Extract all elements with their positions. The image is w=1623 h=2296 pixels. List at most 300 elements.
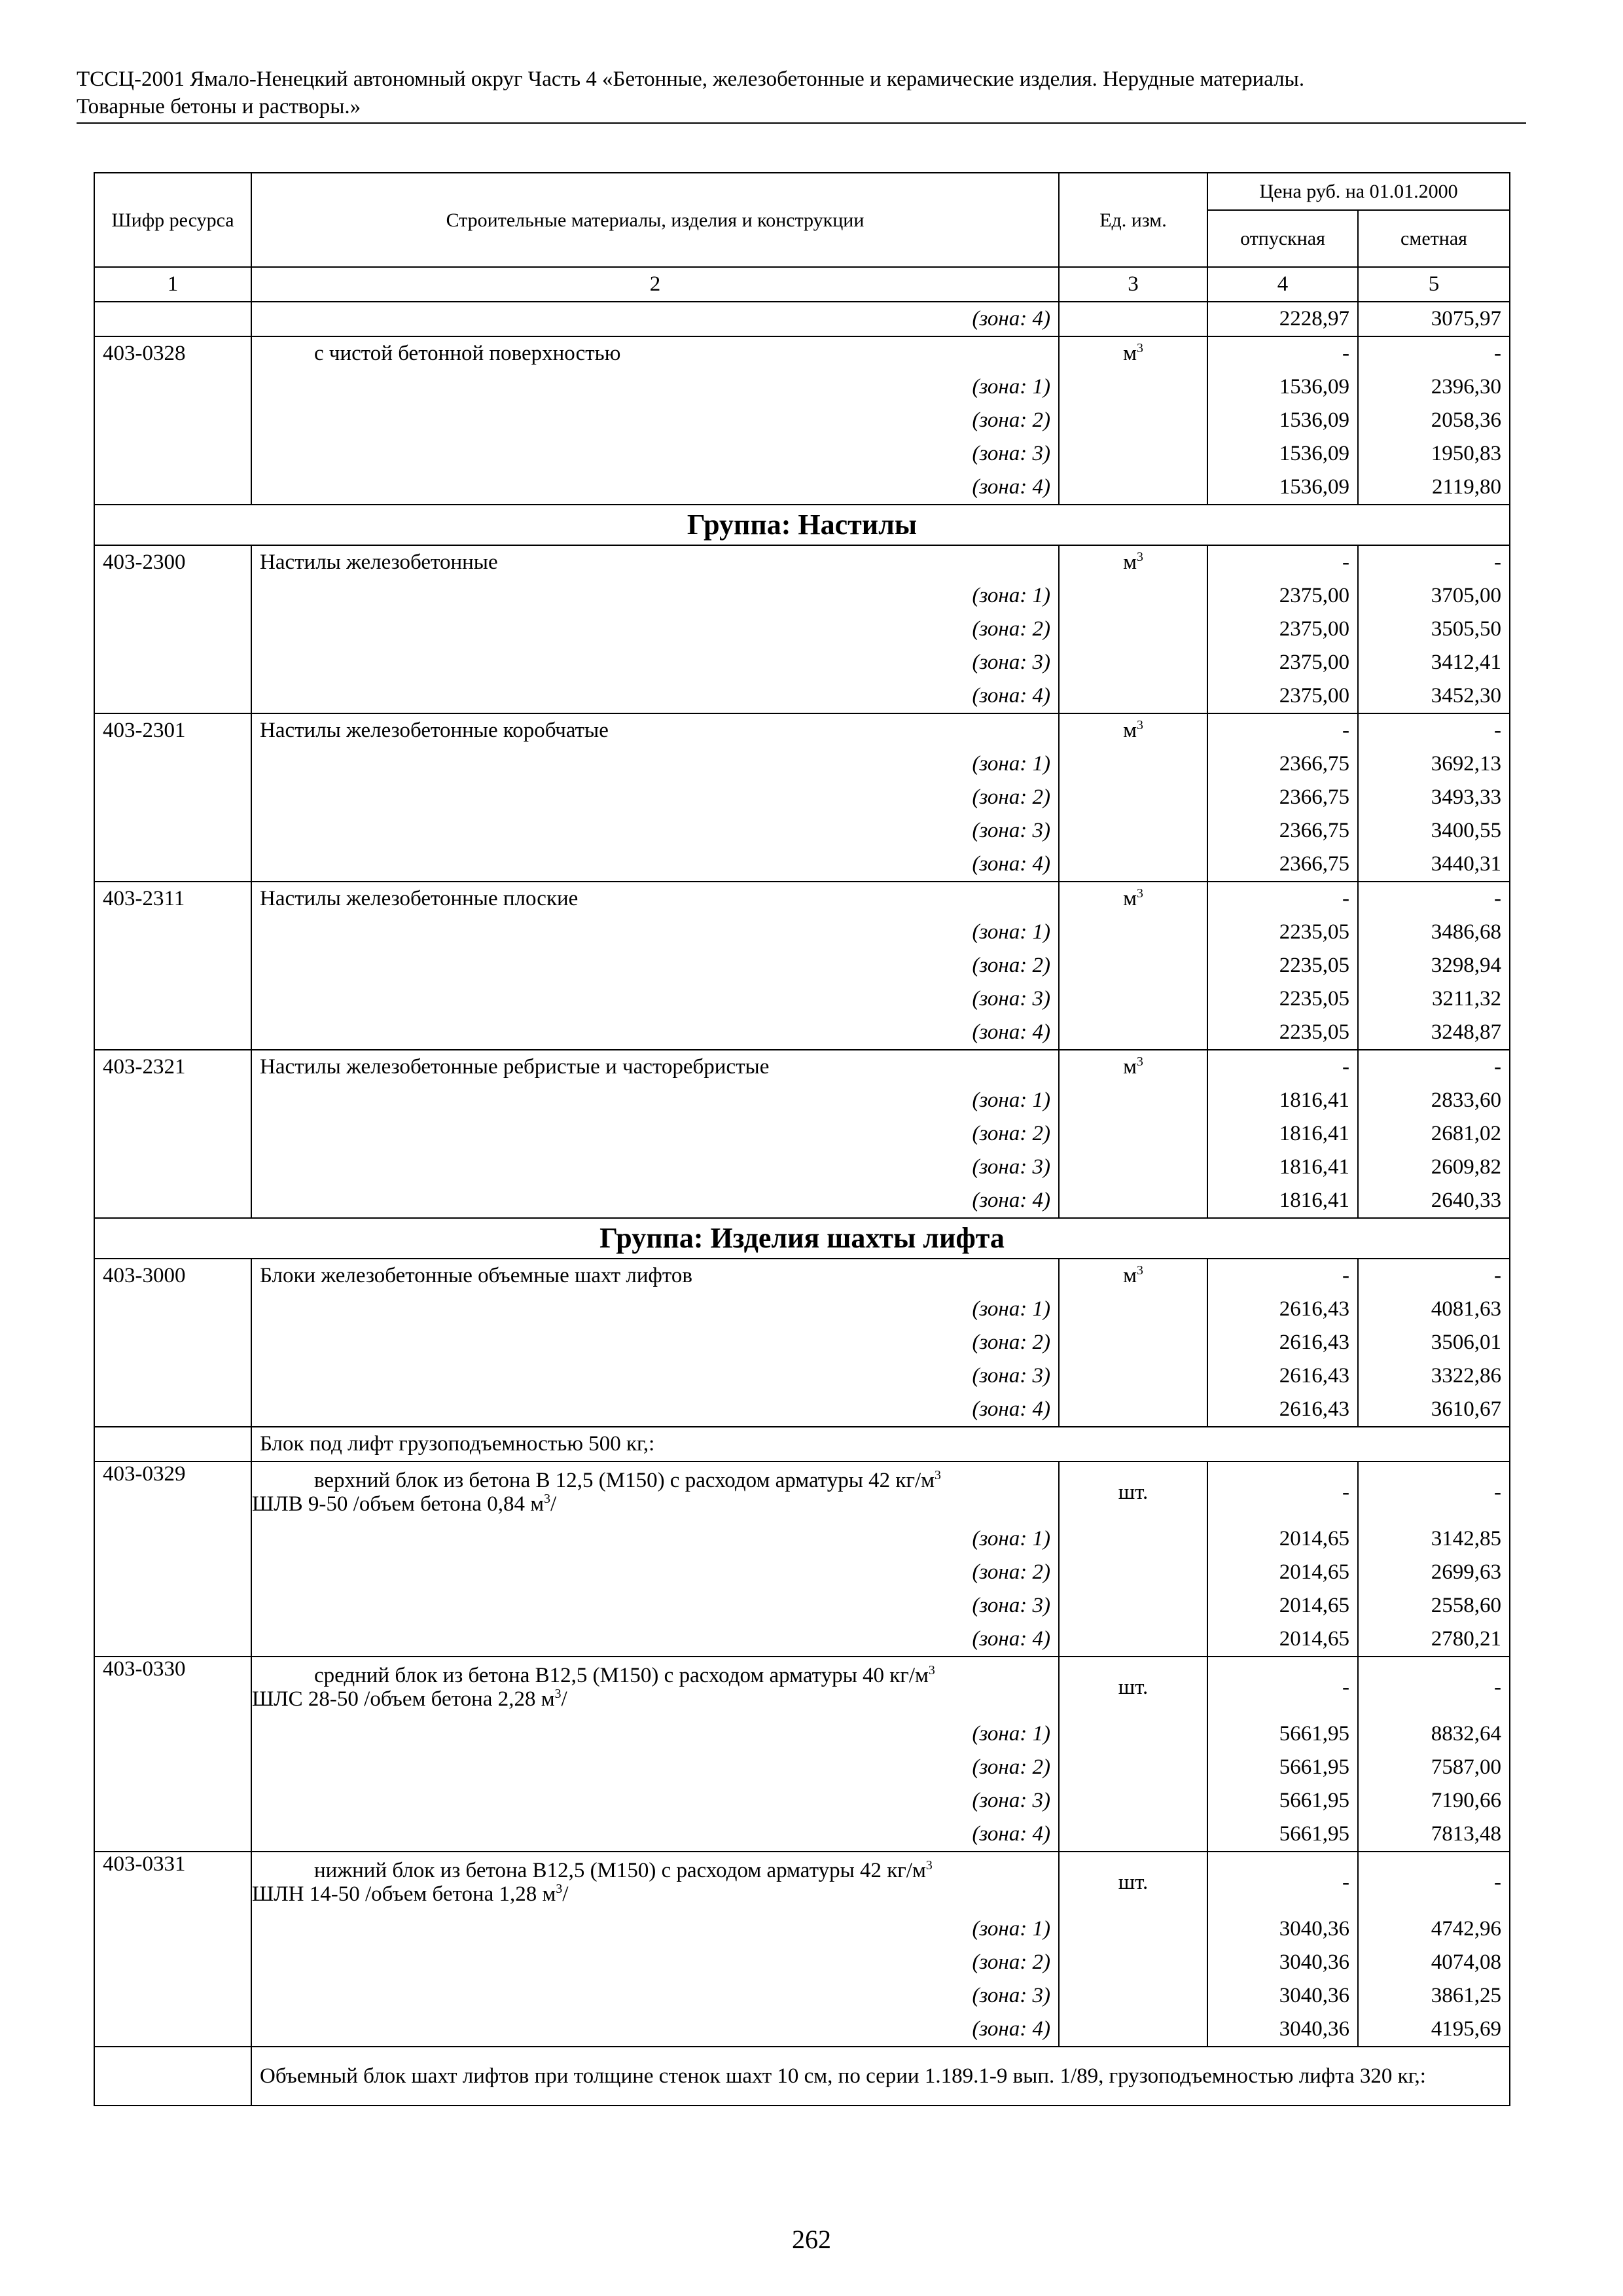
zone-label: (зона: 4) [251, 2013, 1059, 2047]
unit-label: шт. [1118, 1675, 1149, 1699]
code-cell [94, 679, 251, 713]
zone-label: (зона: 3) [251, 1979, 1059, 2013]
release-price: 2616,43 [1207, 1326, 1358, 1359]
item-name-line-1: нижний блок из бетона В12,5 (М150) с расходом арматуры 42 кг/м [314, 1858, 926, 1882]
item-row [94, 545, 1510, 579]
unit-cell [1059, 916, 1207, 949]
resource-code: 403-2300 [94, 545, 251, 579]
group-heading-row [94, 1218, 1510, 1259]
zone-row [94, 2013, 1510, 2047]
unit-cell [1059, 848, 1207, 882]
unit-cell [1059, 1522, 1207, 1556]
release-price: 2366,75 [1207, 814, 1358, 848]
unit-cell [1059, 814, 1207, 848]
release-price: 2366,75 [1207, 747, 1358, 781]
zone-label: (зона: 2) [251, 781, 1059, 814]
header-unit: Ед. изм. [1059, 173, 1207, 267]
estimate-price: - [1358, 1462, 1510, 1522]
unit-cell [1059, 336, 1207, 370]
code-cell [94, 1326, 251, 1359]
release-price: - [1207, 882, 1358, 916]
superscript: 3 [544, 1492, 550, 1506]
zone-row [94, 404, 1510, 437]
estimate-price: 3452,30 [1358, 679, 1510, 713]
item-name-line-2: ШЛН 14-50 /объем бетона 1,28 м [252, 1882, 556, 1906]
resource-code: 403-3000 [94, 1259, 251, 1293]
header-line-1: ТССЦ-2001 Ямало-Ненецкий автономный округ Часть 4 «Бетонные, железобетонные и керамические изделия. Нерудные материалы. [77, 67, 1305, 91]
zone-label: (зона: 2) [251, 1556, 1059, 1589]
unit-cell [1059, 1912, 1207, 1946]
header-row [94, 173, 1510, 210]
code-cell [94, 781, 251, 814]
release-price: 2616,43 [1207, 1359, 1358, 1393]
code-cell [94, 916, 251, 949]
zone-row [94, 1946, 1510, 1979]
zone-row [94, 1818, 1510, 1852]
unit-label: м [1123, 719, 1137, 743]
estimate-price: 2833,60 [1358, 1084, 1510, 1117]
estimate-price: 3322,86 [1358, 1359, 1510, 1393]
price-table [94, 172, 1510, 2106]
unit-cell [1059, 404, 1207, 437]
header-price: Цена руб. на 01.01.2000 [1207, 173, 1510, 210]
zone-label: (зона: 4) [251, 1184, 1059, 1218]
superscript: 3 [554, 1687, 562, 1701]
estimate-price: 2558,60 [1358, 1589, 1510, 1623]
estimate-price: 7587,00 [1358, 1751, 1510, 1784]
note-text: Объемный блок шахт лифтов при толщине стенок шахт 10 см, по серии 1.189.1-9 вып. 1/89, грузоподъемностью лифта 320 кг,: [251, 2047, 1510, 2106]
estimate-price: 3075,97 [1358, 302, 1510, 336]
code-cell [94, 471, 251, 505]
item-name: Настилы железобетонные коробчатые [251, 713, 1059, 747]
document-header [77, 65, 1526, 120]
code-cell [94, 1784, 251, 1818]
estimate-price: 3440,31 [1358, 848, 1510, 882]
code-cell [94, 2013, 251, 2047]
column-number: 3 [1059, 267, 1207, 302]
estimate-price: 2396,30 [1358, 370, 1510, 404]
release-price: 2375,00 [1207, 613, 1358, 646]
unit-label: м [1123, 342, 1137, 366]
code-cell [94, 2047, 251, 2106]
zone-label: (зона: 2) [251, 949, 1059, 982]
item-name [251, 1462, 1059, 1522]
unit-cell [1059, 747, 1207, 781]
zone-label: (зона: 2) [251, 1946, 1059, 1979]
release-price: - [1207, 713, 1358, 747]
unit-label: м [1123, 1055, 1137, 1079]
code-cell [94, 982, 251, 1016]
header-code: Шифр ресурса [94, 173, 251, 267]
release-price: - [1207, 1050, 1358, 1084]
superscript: 3 [1137, 550, 1143, 565]
estimate-price: 3610,67 [1358, 1393, 1510, 1427]
unit-cell [1059, 1293, 1207, 1326]
zone-row [94, 1393, 1510, 1427]
code-cell [94, 1359, 251, 1393]
item-name [251, 1852, 1059, 1912]
zone-row [94, 747, 1510, 781]
estimate-price: 3861,25 [1358, 1979, 1510, 2013]
zone-label: (зона: 2) [251, 1326, 1059, 1359]
zone-row [94, 1784, 1510, 1818]
release-price: 2235,05 [1207, 982, 1358, 1016]
note-row [94, 1427, 1510, 1462]
release-price: 2366,75 [1207, 781, 1358, 814]
unit-cell [1059, 579, 1207, 613]
superscript: 3 [1137, 1054, 1143, 1069]
superscript: 3 [925, 1857, 933, 1873]
zone-label: (зона: 3) [251, 1589, 1059, 1623]
release-price: 2014,65 [1207, 1522, 1358, 1556]
zone-label: (зона: 3) [251, 1151, 1059, 1184]
unit-cell [1059, 370, 1207, 404]
unit-label: шт. [1118, 1870, 1149, 1894]
carry-over-row [94, 302, 1510, 336]
estimate-price: 3412,41 [1358, 646, 1510, 679]
estimate-price: - [1358, 882, 1510, 916]
estimate-price: - [1358, 545, 1510, 579]
group-title: Группа: Изделия шахты лифта [94, 1218, 1510, 1259]
code-cell [94, 1393, 251, 1427]
zone-row [94, 916, 1510, 949]
resource-code: 403-2301 [94, 713, 251, 747]
unit-cell [1059, 1946, 1207, 1979]
estimate-price: 3298,94 [1358, 949, 1510, 982]
estimate-price: 2640,33 [1358, 1184, 1510, 1218]
release-price: 1816,41 [1207, 1117, 1358, 1151]
zone-row [94, 1589, 1510, 1623]
item-row [94, 1050, 1510, 1084]
estimate-price: 3506,01 [1358, 1326, 1510, 1359]
unit-cell [1059, 1979, 1207, 2013]
release-price: 2616,43 [1207, 1293, 1358, 1326]
unit-cell [1059, 1818, 1207, 1852]
header-estimate: сметная [1358, 210, 1510, 267]
estimate-price: - [1358, 1852, 1510, 1912]
zone-row [94, 1717, 1510, 1751]
unit-cell [1059, 1084, 1207, 1117]
estimate-price: 3705,00 [1358, 579, 1510, 613]
zone-row [94, 1084, 1510, 1117]
estimate-price: 3400,55 [1358, 814, 1510, 848]
superscript: 3 [935, 1467, 941, 1482]
code-cell [94, 1293, 251, 1326]
zone-row [94, 1117, 1510, 1151]
release-price: 1536,09 [1207, 404, 1358, 437]
unit-cell [1059, 1117, 1207, 1151]
estimate-price: 1950,83 [1358, 437, 1510, 471]
column-number: 5 [1358, 267, 1510, 302]
superscript: 3 [1137, 1263, 1143, 1278]
code-cell [94, 302, 251, 336]
estimate-price: 4074,08 [1358, 1946, 1510, 1979]
zone-label: (зона: 4) [251, 302, 1059, 336]
estimate-price: - [1358, 1657, 1510, 1717]
resource-code: 403-0330 [94, 1657, 251, 1717]
code-cell [94, 1016, 251, 1050]
zone-row [94, 613, 1510, 646]
estimate-price: 2681,02 [1358, 1117, 1510, 1151]
superscript: 3 [556, 1882, 563, 1896]
item-name-line-2-end: / [550, 1492, 557, 1516]
estimate-price: 7813,48 [1358, 1818, 1510, 1852]
estimate-price: 4742,96 [1358, 1912, 1510, 1946]
release-price: 3040,36 [1207, 1946, 1358, 1979]
resource-code: 403-2311 [94, 882, 251, 916]
superscript: 3 [1137, 341, 1143, 356]
code-cell [94, 370, 251, 404]
item-row [94, 1259, 1510, 1293]
release-price: 2014,65 [1207, 1623, 1358, 1657]
zone-label: (зона: 2) [251, 1117, 1059, 1151]
zone-label: (зона: 3) [251, 982, 1059, 1016]
zone-label: (зона: 3) [251, 437, 1059, 471]
superscript: 3 [928, 1662, 935, 1677]
release-price: 2014,65 [1207, 1556, 1358, 1589]
release-price: 3040,36 [1207, 1912, 1358, 1946]
zone-row [94, 1751, 1510, 1784]
estimate-price: 4081,63 [1358, 1293, 1510, 1326]
unit-cell [1059, 1326, 1207, 1359]
zone-row [94, 679, 1510, 713]
code-cell [94, 579, 251, 613]
item-row [94, 1852, 1510, 1912]
unit-label: м [1123, 1264, 1137, 1288]
code-cell [94, 1589, 251, 1623]
note-text: Блок под лифт грузоподъемностью 500 кг,: [251, 1427, 1510, 1462]
group-title: Группа: Настилы [94, 505, 1510, 545]
estimate-price: 3248,87 [1358, 1016, 1510, 1050]
unit-cell [1059, 613, 1207, 646]
unit-cell [1059, 882, 1207, 916]
estimate-price: - [1358, 1259, 1510, 1293]
zone-row [94, 781, 1510, 814]
code-cell [94, 1184, 251, 1218]
page-number: 262 [792, 2225, 831, 2254]
item-name-line-2: ШЛВ 9-50 /объем бетона 0,84 м [252, 1492, 544, 1516]
code-cell [94, 848, 251, 882]
unit-cell [1059, 982, 1207, 1016]
unit-cell [1059, 1717, 1207, 1751]
zone-row [94, 579, 1510, 613]
zone-label: (зона: 2) [251, 613, 1059, 646]
unit-cell [1059, 646, 1207, 679]
code-cell [94, 1751, 251, 1784]
unit-cell [1059, 1151, 1207, 1184]
release-price: - [1207, 1657, 1358, 1717]
code-cell [94, 437, 251, 471]
estimate-price: - [1358, 713, 1510, 747]
zone-label: (зона: 4) [251, 679, 1059, 713]
unit-cell [1059, 1462, 1207, 1522]
release-price: 5661,95 [1207, 1751, 1358, 1784]
unit-cell [1059, 1751, 1207, 1784]
release-price: 1816,41 [1207, 1084, 1358, 1117]
zone-row [94, 949, 1510, 982]
unit-cell [1059, 2013, 1207, 2047]
code-cell [94, 1522, 251, 1556]
release-price: 1536,09 [1207, 370, 1358, 404]
zone-row [94, 848, 1510, 882]
zone-label: (зона: 4) [251, 1393, 1059, 1427]
unit-cell [1059, 545, 1207, 579]
header-name: Строительные материалы, изделия и конструкции [251, 173, 1059, 267]
unit-cell [1059, 471, 1207, 505]
release-price: 2616,43 [1207, 1393, 1358, 1427]
release-price: 1536,09 [1207, 437, 1358, 471]
estimate-price: 2609,82 [1358, 1151, 1510, 1184]
code-cell [94, 1717, 251, 1751]
unit-cell [1059, 1556, 1207, 1589]
code-cell [94, 1151, 251, 1184]
release-price: 2366,75 [1207, 848, 1358, 882]
release-price: - [1207, 545, 1358, 579]
code-cell [94, 646, 251, 679]
item-name-line-1: средний блок из бетона В12,5 (М150) с расходом арматуры 40 кг/м [314, 1663, 929, 1687]
code-cell [94, 1979, 251, 2013]
header-line-2: Товарные бетоны и растворы.» [77, 95, 361, 118]
release-price: 5661,95 [1207, 1717, 1358, 1751]
release-price: 5661,95 [1207, 1818, 1358, 1852]
estimate-price: 3493,33 [1358, 781, 1510, 814]
estimate-price: 8832,64 [1358, 1717, 1510, 1751]
zone-label: (зона: 1) [251, 1912, 1059, 1946]
zone-label: (зона: 2) [251, 1751, 1059, 1784]
estimate-price: 2058,36 [1358, 404, 1510, 437]
unit-label: шт. [1118, 1480, 1149, 1504]
code-cell [94, 814, 251, 848]
unit-cell [1059, 1852, 1207, 1912]
code-cell [94, 1912, 251, 1946]
release-price: 2375,00 [1207, 679, 1358, 713]
zone-label: (зона: 4) [251, 1016, 1059, 1050]
code-cell [94, 747, 251, 781]
zone-label: (зона: 1) [251, 579, 1059, 613]
item-name-line-1: верхний блок из бетона В 12,5 (М150) с расходом арматуры 42 кг/м [314, 1468, 935, 1492]
unit-cell [1059, 1589, 1207, 1623]
release-price: - [1207, 1852, 1358, 1912]
item-name-line-2-end: / [562, 1882, 569, 1906]
release-price: 1816,41 [1207, 1184, 1358, 1218]
item-name-line-2-end: / [561, 1687, 567, 1711]
release-price: - [1207, 1462, 1358, 1522]
release-price: 1536,09 [1207, 471, 1358, 505]
unit-cell [1059, 437, 1207, 471]
code-cell [94, 404, 251, 437]
zone-row [94, 370, 1510, 404]
zone-row [94, 1016, 1510, 1050]
zone-row [94, 1184, 1510, 1218]
estimate-price: 7190,66 [1358, 1784, 1510, 1818]
estimate-price: 3142,85 [1358, 1522, 1510, 1556]
item-name: с чистой бетонной поверхностью [251, 336, 1059, 370]
release-price: 3040,36 [1207, 1979, 1358, 2013]
release-price: 1816,41 [1207, 1151, 1358, 1184]
zone-label: (зона: 4) [251, 471, 1059, 505]
zone-row [94, 1522, 1510, 1556]
column-number-row [94, 267, 1510, 302]
code-cell [94, 1117, 251, 1151]
estimate-price: - [1358, 1050, 1510, 1084]
resource-code: 403-0328 [94, 336, 251, 370]
zone-label: (зона: 1) [251, 916, 1059, 949]
release-price: - [1207, 1259, 1358, 1293]
code-cell [94, 613, 251, 646]
unit-cell [1059, 1016, 1207, 1050]
estimate-price: - [1358, 336, 1510, 370]
zone-row [94, 1293, 1510, 1326]
zone-label: (зона: 1) [251, 747, 1059, 781]
unit-cell [1059, 1623, 1207, 1657]
item-row [94, 882, 1510, 916]
item-row [94, 1462, 1510, 1522]
code-cell [94, 1084, 251, 1117]
unit-cell [1059, 1784, 1207, 1818]
superscript: 3 [1137, 886, 1143, 901]
group-heading-row [94, 505, 1510, 545]
resource-code: 403-0331 [94, 1852, 251, 1912]
code-cell [94, 1818, 251, 1852]
code-cell [94, 1946, 251, 1979]
item-row [94, 1657, 1510, 1717]
release-price: 2375,00 [1207, 579, 1358, 613]
column-number: 2 [251, 267, 1059, 302]
zone-row [94, 814, 1510, 848]
unit-cell [1059, 679, 1207, 713]
item-name: Настилы железобетонные [251, 545, 1059, 579]
zone-row [94, 1326, 1510, 1359]
estimate-price: 3505,50 [1358, 613, 1510, 646]
item-name: Настилы железобетонные ребристые и часторебристые [251, 1050, 1059, 1084]
release-price: 2235,05 [1207, 1016, 1358, 1050]
zone-label: (зона: 3) [251, 1784, 1059, 1818]
unit-cell [1059, 302, 1207, 336]
zone-row [94, 1151, 1510, 1184]
unit-cell [1059, 949, 1207, 982]
code-cell [94, 1556, 251, 1589]
unit-cell [1059, 1259, 1207, 1293]
unit-cell [1059, 1184, 1207, 1218]
zone-label: (зона: 2) [251, 404, 1059, 437]
zone-label: (зона: 3) [251, 814, 1059, 848]
item-name-line-2: ШЛС 28-50 /объем бетона 2,28 м [252, 1687, 555, 1711]
column-number: 4 [1207, 267, 1358, 302]
zone-label: (зона: 4) [251, 1623, 1059, 1657]
resource-code: 403-2321 [94, 1050, 251, 1084]
unit-cell [1059, 781, 1207, 814]
note-row [94, 2047, 1510, 2106]
zone-row [94, 471, 1510, 505]
zone-label: (зона: 1) [251, 370, 1059, 404]
release-price: 2375,00 [1207, 646, 1358, 679]
unit-cell [1059, 1359, 1207, 1393]
release-price: - [1207, 336, 1358, 370]
estimate-price: 3211,32 [1358, 982, 1510, 1016]
estimate-price: 2699,63 [1358, 1556, 1510, 1589]
zone-row [94, 437, 1510, 471]
zone-label: (зона: 4) [251, 848, 1059, 882]
release-price: 2014,65 [1207, 1589, 1358, 1623]
item-name [251, 1657, 1059, 1717]
zone-row [94, 646, 1510, 679]
estimate-price: 3692,13 [1358, 747, 1510, 781]
zone-row [94, 1623, 1510, 1657]
code-cell [94, 949, 251, 982]
zone-label: (зона: 4) [251, 1818, 1059, 1852]
item-row [94, 713, 1510, 747]
unit-cell [1059, 1393, 1207, 1427]
